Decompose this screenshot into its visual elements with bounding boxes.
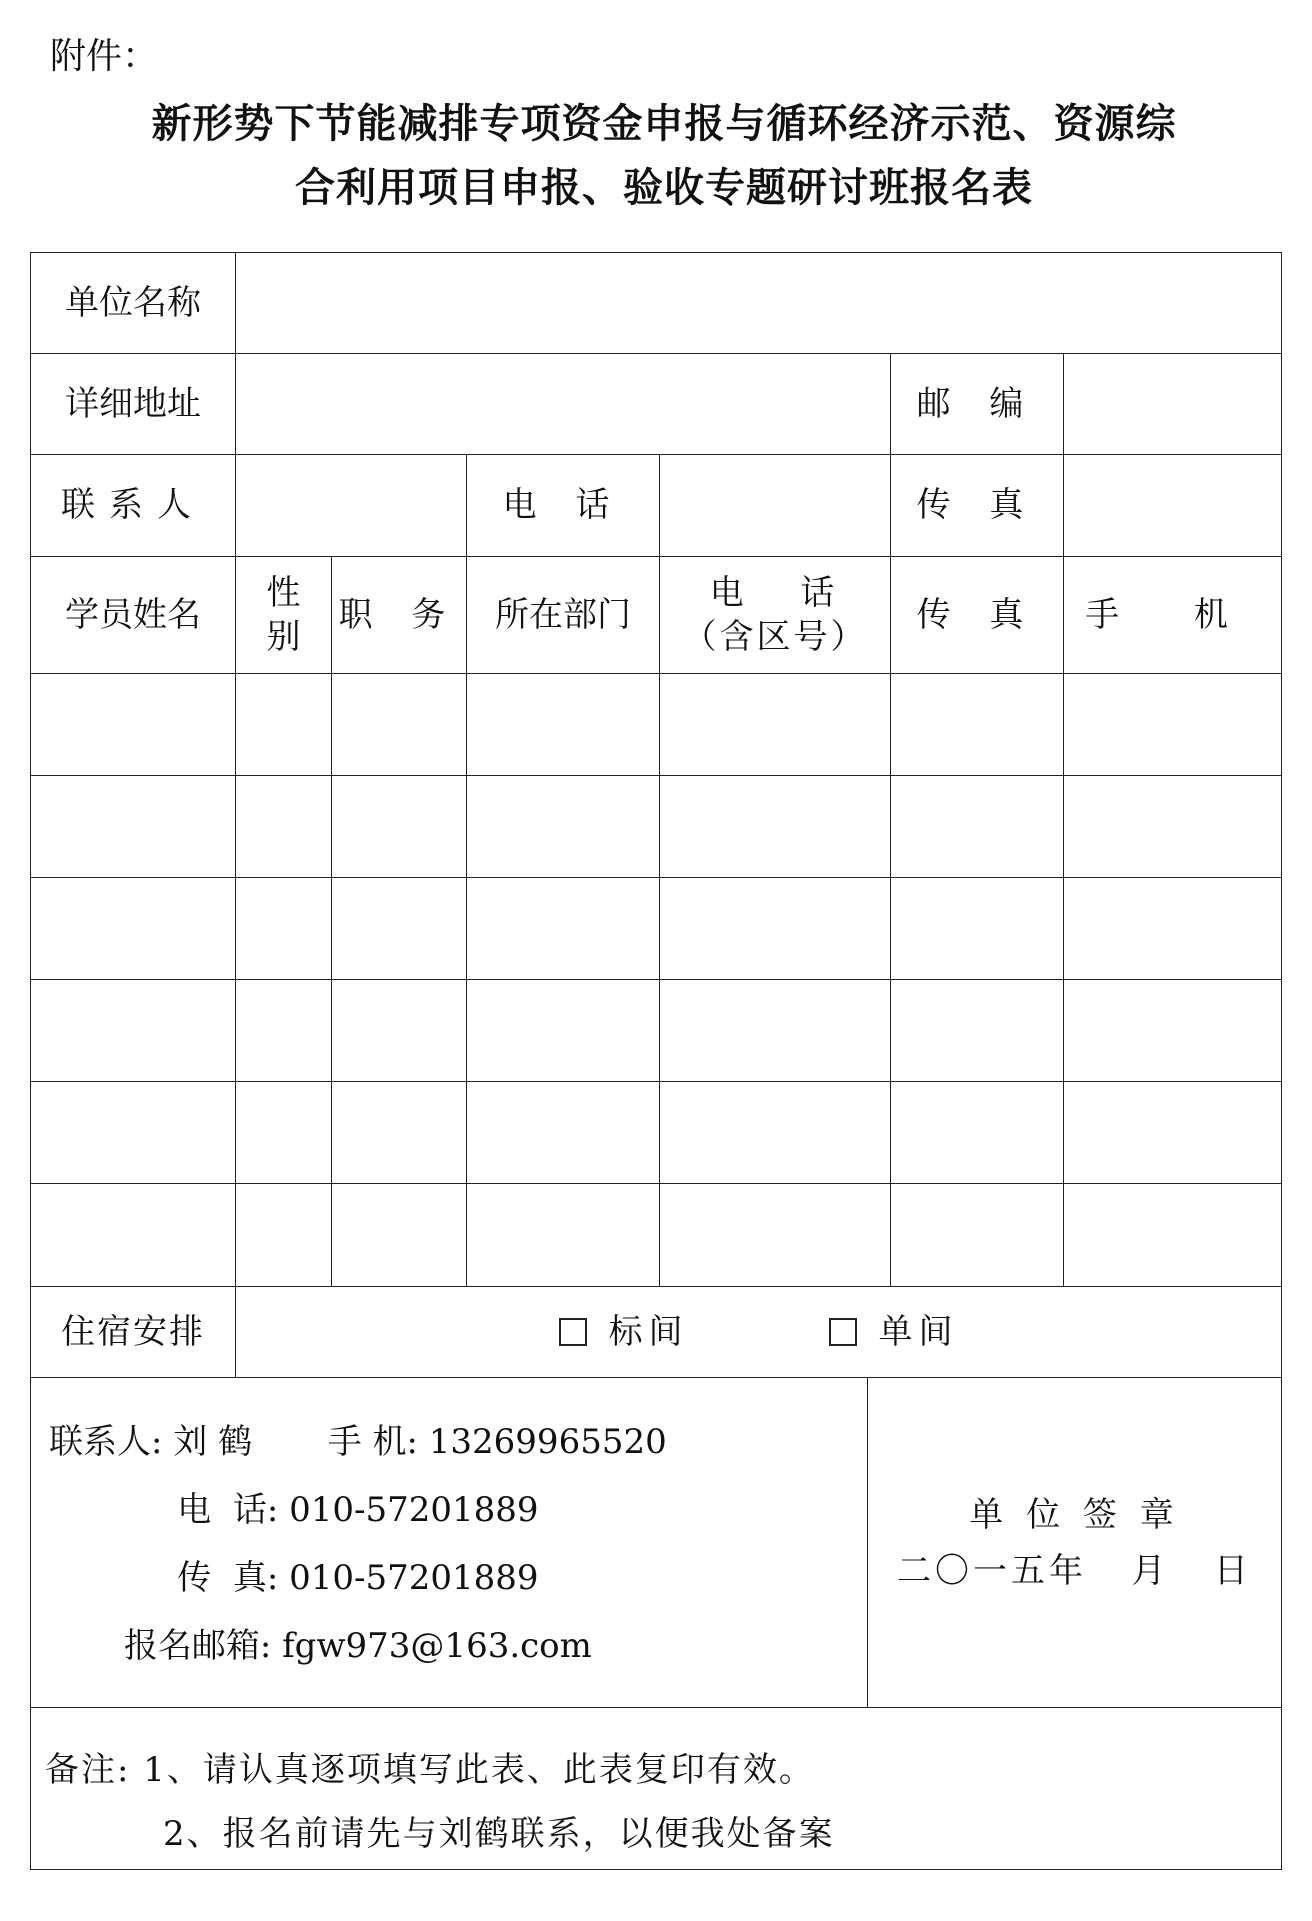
student-fax-cell[interactable] xyxy=(890,775,1064,878)
student-department-cell[interactable] xyxy=(466,877,660,980)
postcode-field[interactable] xyxy=(1063,353,1282,455)
student-mobile-cell[interactable] xyxy=(1063,1081,1282,1184)
student-position-cell[interactable] xyxy=(331,775,467,878)
registration-form xyxy=(30,252,1282,1870)
student-name-cell[interactable] xyxy=(30,1081,236,1184)
student-phone-cell[interactable] xyxy=(659,979,891,1082)
fax-label: 传 真 xyxy=(890,454,1064,557)
organizer-fax: 传 真: 010-57201889 xyxy=(177,1558,539,1598)
address-field[interactable] xyxy=(235,353,891,455)
student-phone-cell[interactable] xyxy=(659,1183,891,1287)
contact-field[interactable] xyxy=(235,454,467,557)
checkbox-icon[interactable] xyxy=(829,1318,857,1346)
unit-name-label: 单位名称 xyxy=(30,252,236,354)
student-name-cell[interactable] xyxy=(30,979,236,1082)
student-mobile-cell[interactable] xyxy=(1063,1183,1282,1287)
student-mobile-cell[interactable] xyxy=(1063,979,1282,1082)
student-name-cell[interactable] xyxy=(30,673,236,776)
student-name-cell[interactable] xyxy=(30,775,236,878)
student-department-cell[interactable] xyxy=(466,1183,660,1287)
lodging-options xyxy=(235,1286,1282,1378)
checkbox-icon[interactable] xyxy=(559,1318,587,1346)
seal-date: 二〇一五年 月 日 xyxy=(897,1550,1252,1591)
fax-field[interactable] xyxy=(1063,454,1282,557)
seal-label: 单 位 签 章 xyxy=(969,1494,1180,1535)
student-position-cell[interactable] xyxy=(331,1081,467,1184)
student-gender-cell[interactable] xyxy=(235,673,332,776)
student-name-cell[interactable] xyxy=(30,1183,236,1287)
note-line-2: 2、报名前请先与刘鹤联系，以便我处备案 xyxy=(163,1814,835,1854)
lodging-label: 住宿安排 xyxy=(30,1286,236,1378)
student-gender-cell[interactable] xyxy=(235,775,332,878)
student-mobile-cell[interactable] xyxy=(1063,673,1282,776)
student-department-cell[interactable] xyxy=(466,979,660,1082)
student-position-cell[interactable] xyxy=(331,877,467,980)
student-phone-cell[interactable] xyxy=(659,673,891,776)
organizer-phone: 电 话: 010-57201889 xyxy=(177,1490,539,1530)
notes-block xyxy=(30,1707,1282,1870)
student-department-cell[interactable] xyxy=(466,775,660,878)
col-header-phone xyxy=(659,556,891,674)
col-header-phone-bottom: （含区号） xyxy=(682,617,868,657)
student-department-cell[interactable] xyxy=(466,1081,660,1184)
note-line-1: 备注: 1、请认真逐项填写此表、此表复印有效。 xyxy=(45,1750,815,1790)
lodging-option-single-label: 单间 xyxy=(878,1311,959,1352)
unit-name-field[interactable] xyxy=(235,252,1282,354)
student-fax-cell[interactable] xyxy=(890,673,1064,776)
contact-info-line-1 xyxy=(49,1408,667,1476)
student-fax-cell[interactable] xyxy=(890,877,1064,980)
col-header-fax: 传 真 xyxy=(890,556,1064,674)
form-title-line-1: 新形势下节能减排专项资金申报与循环经济示范、资源综 xyxy=(151,101,1177,147)
student-fax-cell[interactable] xyxy=(890,1081,1064,1184)
student-gender-cell[interactable] xyxy=(235,877,332,980)
student-mobile-cell[interactable] xyxy=(1063,877,1282,980)
student-mobile-cell[interactable] xyxy=(1063,775,1282,878)
col-header-position: 职 务 xyxy=(331,556,467,674)
contact-label: 联系人 xyxy=(30,454,236,557)
lodging-option-standard-label: 标间 xyxy=(608,1311,689,1352)
organizer-email[interactable]: 报名邮箱: fgw973@163.com xyxy=(123,1626,592,1666)
student-position-cell[interactable] xyxy=(331,673,467,776)
lodging-option-standard[interactable] xyxy=(559,1311,689,1354)
phone-field[interactable] xyxy=(659,454,891,557)
col-header-department: 所在部门 xyxy=(466,556,660,674)
col-header-mobile: 手 机 xyxy=(1063,556,1282,674)
unit-seal-block xyxy=(867,1377,1282,1708)
student-phone-cell[interactable] xyxy=(659,1081,891,1184)
student-gender-cell[interactable] xyxy=(235,979,332,1082)
col-header-phone-top: 电 话 xyxy=(709,572,841,613)
student-fax-cell[interactable] xyxy=(890,1183,1064,1287)
student-name-cell[interactable] xyxy=(30,877,236,980)
col-header-name: 学员姓名 xyxy=(30,556,236,674)
student-phone-cell[interactable] xyxy=(659,775,891,878)
student-gender-cell[interactable] xyxy=(235,1183,332,1287)
student-phone-cell[interactable] xyxy=(659,877,891,980)
student-gender-cell[interactable] xyxy=(235,1081,332,1184)
col-header-gender-bottom: 别 xyxy=(266,617,301,657)
student-fax-cell[interactable] xyxy=(890,979,1064,1082)
student-department-cell[interactable] xyxy=(466,673,660,776)
attachment-label: 附件： xyxy=(50,36,159,77)
organizer-contact: 联系人: 刘 鹤 xyxy=(49,1422,253,1462)
student-position-cell[interactable] xyxy=(331,1183,467,1287)
form-title-line-2: 合利用项目申报、验收专题研讨班报名表 xyxy=(295,165,1033,211)
col-header-gender-top: 性 xyxy=(266,572,301,613)
student-position-cell[interactable] xyxy=(331,979,467,1082)
postcode-label: 邮 编 xyxy=(890,353,1064,455)
lodging-option-single[interactable] xyxy=(829,1311,959,1354)
address-label: 详细地址 xyxy=(30,353,236,455)
organizer-mobile: 手 机: 13269965520 xyxy=(327,1422,667,1462)
col-header-gender xyxy=(235,556,332,674)
phone-label: 电 话 xyxy=(466,454,660,557)
contact-info-block xyxy=(30,1377,868,1708)
